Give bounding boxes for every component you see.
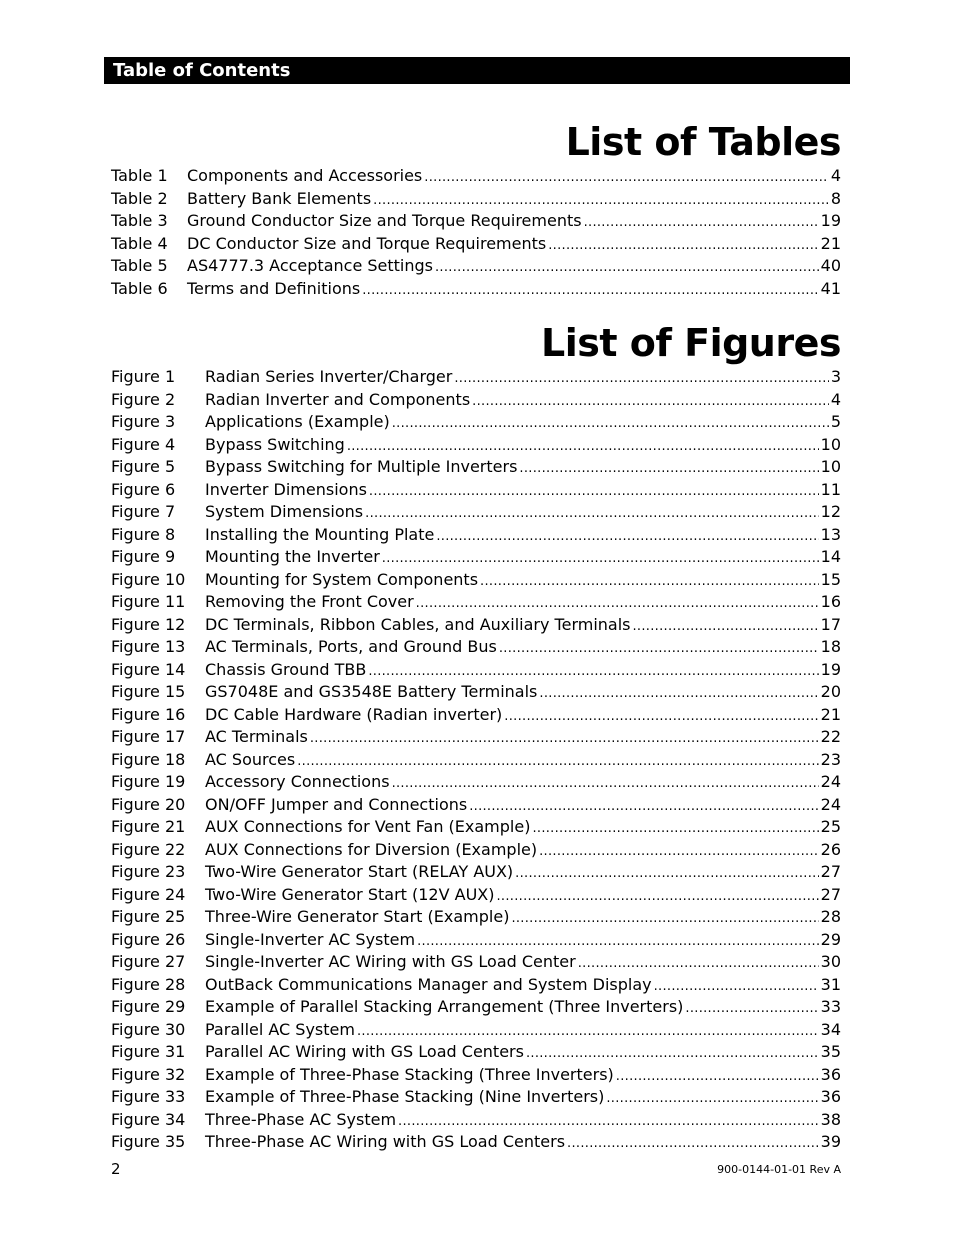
- dot-leader: [480, 574, 819, 589]
- entry-number: Figure 17: [111, 727, 186, 746]
- figure-entry-row[interactable]: [111, 750, 841, 773]
- figure-entry-row[interactable]: [111, 412, 841, 435]
- entry-page-number: 11: [820, 479, 841, 499]
- entry-title: AC Sources: [205, 749, 296, 769]
- entry-page-number: 36: [820, 1064, 841, 1084]
- entry-number: Table 2: [111, 188, 168, 208]
- entry-title: Single-Inverter AC System: [205, 929, 416, 949]
- entry-number: Figure 29: [111, 997, 186, 1016]
- entry-page-number: 35: [820, 1042, 841, 1061]
- dot-leader: [424, 170, 829, 185]
- entry-title: Ground Conductor Size and Torque Requirements: [187, 211, 582, 230]
- table-entry-row[interactable]: [111, 234, 841, 257]
- entry-number: Figure 14: [111, 659, 186, 679]
- figure-entry-row[interactable]: [111, 705, 841, 728]
- entry-page-number: 15: [820, 569, 841, 589]
- entry-page-number: 30: [820, 952, 841, 971]
- dot-leader: [539, 686, 818, 701]
- dot-leader: [469, 799, 818, 814]
- entry-number: Figure 31: [111, 1042, 186, 1061]
- entry-page-number: 4: [830, 389, 841, 409]
- entry-number: Figure 26: [111, 929, 186, 949]
- entry-page-number: 38: [820, 1109, 841, 1129]
- dot-leader: [685, 1001, 818, 1016]
- figure-entry-row[interactable]: [111, 682, 841, 705]
- dot-leader: [357, 1024, 819, 1039]
- entry-number: Figure 6: [111, 479, 176, 499]
- entry-page-number: 22: [820, 727, 841, 746]
- entry-title: Radian Series Inverter/Charger: [205, 367, 453, 386]
- entry-number: Table 4: [111, 233, 168, 253]
- entry-number: Figure 11: [111, 592, 186, 611]
- header-title: Table of Contents: [113, 60, 291, 81]
- dot-leader: [548, 238, 818, 253]
- entry-number: Figure 25: [111, 907, 186, 926]
- entry-number: Table 5: [111, 256, 168, 275]
- figure-entry-row[interactable]: [111, 1087, 841, 1110]
- entry-page-number: 29: [820, 929, 841, 949]
- dot-leader: [454, 371, 828, 386]
- list-of-tables-title: List of Tables: [565, 120, 841, 164]
- entry-page-number: 24: [820, 772, 841, 791]
- entry-number: Figure 35: [111, 1132, 186, 1151]
- figures-list: [111, 367, 841, 1155]
- entry-number: Figure 4: [111, 434, 176, 454]
- dot-leader: [539, 844, 819, 859]
- entry-page-number: 10: [820, 457, 841, 476]
- dot-leader: [310, 731, 819, 746]
- entry-number: Table 1: [111, 166, 168, 185]
- entry-page-number: 36: [820, 1087, 841, 1106]
- figure-entry-row[interactable]: [111, 615, 841, 638]
- entry-page-number: 23: [820, 749, 841, 769]
- entry-page-number: 12: [820, 502, 841, 521]
- entry-page-number: 20: [820, 682, 841, 701]
- figure-entry-row[interactable]: [111, 1065, 841, 1088]
- entry-title: Terms and Definitions: [187, 278, 361, 298]
- entry-number: Figure 9: [111, 547, 176, 566]
- figure-entry-row[interactable]: [111, 390, 841, 413]
- entry-page-number: 3: [830, 367, 841, 386]
- entry-title: Radian Inverter and Components: [205, 389, 471, 409]
- dot-leader: [392, 416, 829, 431]
- entry-number: Figure 3: [111, 412, 176, 431]
- entry-number: Figure 24: [111, 884, 186, 904]
- dot-leader: [416, 596, 819, 611]
- entry-title: OutBack Communications Manager and System Display: [205, 974, 652, 994]
- dot-leader: [633, 619, 819, 634]
- list-of-figures-title: List of Figures: [541, 321, 841, 365]
- entry-number: Figure 2: [111, 389, 176, 409]
- figure-entry-row[interactable]: [111, 1110, 841, 1133]
- dot-leader: [584, 215, 819, 230]
- figure-entry-row[interactable]: [111, 907, 841, 930]
- entry-title: Chassis Ground TBB: [205, 659, 367, 679]
- dot-leader: [398, 1114, 819, 1129]
- entry-page-number: 14: [820, 547, 841, 566]
- dot-leader: [526, 1046, 819, 1061]
- entry-page-number: 26: [820, 839, 841, 859]
- entry-page-number: 24: [820, 794, 841, 814]
- dot-leader: [435, 260, 819, 275]
- dot-leader: [515, 866, 818, 881]
- dot-leader: [606, 1091, 818, 1106]
- table-entry-row[interactable]: [111, 256, 841, 279]
- dot-leader: [382, 551, 819, 566]
- entry-title: Battery Bank Elements: [187, 188, 372, 208]
- entry-page-number: 19: [820, 659, 841, 679]
- entry-number: Figure 27: [111, 952, 186, 971]
- entry-number: Figure 13: [111, 637, 186, 656]
- dot-leader: [532, 821, 818, 836]
- entry-title: Installing the Mounting Plate: [205, 524, 435, 544]
- entry-title: Mounting for System Components: [205, 569, 479, 589]
- footer-page-number: 2: [111, 1160, 121, 1178]
- figure-entry-row[interactable]: [111, 660, 841, 683]
- entry-page-number: 19: [820, 211, 841, 230]
- entry-page-number: 25: [820, 817, 841, 836]
- entry-number: Figure 15: [111, 682, 186, 701]
- figure-entry-row[interactable]: [111, 885, 841, 908]
- figure-entry-row[interactable]: [111, 1020, 841, 1043]
- entry-number: Table 6: [111, 278, 168, 298]
- entry-number: Figure 8: [111, 524, 176, 544]
- entry-title: DC Terminals, Ribbon Cables, and Auxiliary Terminals: [205, 614, 631, 634]
- dot-leader: [578, 956, 819, 971]
- figure-entry-row[interactable]: [111, 997, 841, 1020]
- dot-leader: [417, 934, 819, 949]
- figure-entry-row[interactable]: [111, 1132, 841, 1155]
- entry-page-number: 27: [820, 884, 841, 904]
- entry-title: Removing the Front Cover: [205, 592, 414, 611]
- entry-page-number: 17: [820, 614, 841, 634]
- entry-number: Figure 5: [111, 457, 176, 476]
- dot-leader: [472, 394, 829, 409]
- dot-leader: [365, 506, 819, 521]
- entry-title: Parallel AC Wiring with GS Load Centers: [205, 1042, 524, 1061]
- dot-leader: [368, 664, 818, 679]
- entry-page-number: 34: [820, 1019, 841, 1039]
- entry-title: AS4777.3 Acceptance Settings: [187, 256, 433, 275]
- tables-list: [111, 166, 841, 301]
- entry-title: Applications (Example): [205, 412, 390, 431]
- entry-page-number: 41: [820, 278, 841, 298]
- figure-entry-row[interactable]: [111, 480, 841, 503]
- figure-entry-row[interactable]: [111, 547, 841, 570]
- entry-page-number: 5: [830, 412, 841, 431]
- dot-leader: [499, 641, 819, 656]
- entry-page-number: 4: [830, 166, 841, 185]
- entry-title: Bypass Switching for Multiple Inverters: [205, 457, 518, 476]
- entry-title: GS7048E and GS3548E Battery Terminals: [205, 682, 538, 701]
- entry-number: Table 3: [111, 211, 168, 230]
- entry-number: Figure 7: [111, 502, 176, 521]
- figure-entry-row[interactable]: [111, 727, 841, 750]
- figure-entry-row[interactable]: [111, 840, 841, 863]
- entry-title: Bypass Switching: [205, 434, 345, 454]
- figure-entry-row[interactable]: [111, 502, 841, 525]
- table-entry-row[interactable]: [111, 166, 841, 189]
- entry-title: Three-Phase AC Wiring with GS Load Centers: [205, 1132, 566, 1151]
- entry-page-number: 33: [820, 997, 841, 1016]
- entry-title: Accessory Connections: [205, 772, 390, 791]
- figure-entry-row[interactable]: [111, 592, 841, 615]
- section-header-bar: [104, 57, 850, 84]
- entry-title: Three-Wire Generator Start (Example): [205, 907, 510, 926]
- table-entry-row[interactable]: [111, 189, 841, 212]
- entry-page-number: 39: [820, 1132, 841, 1151]
- entry-title: AC Terminals, Ports, and Ground Bus: [205, 637, 497, 656]
- figure-entry-row[interactable]: [111, 525, 841, 548]
- entry-page-number: 18: [820, 637, 841, 656]
- entry-page-number: 27: [820, 862, 841, 881]
- entry-number: Figure 28: [111, 974, 186, 994]
- entry-number: Figure 1: [111, 367, 176, 386]
- entry-title: Example of Three-Phase Stacking (Nine Inverters): [205, 1087, 605, 1106]
- figure-entry-row[interactable]: [111, 570, 841, 593]
- figure-entry-row[interactable]: [111, 772, 841, 795]
- dot-leader: [504, 709, 818, 724]
- entry-number: Figure 19: [111, 772, 186, 791]
- dot-leader: [369, 484, 819, 499]
- figure-entry-row[interactable]: [111, 862, 841, 885]
- figure-entry-row[interactable]: [111, 637, 841, 660]
- dot-leader: [497, 889, 819, 904]
- entry-title: System Dimensions: [205, 502, 364, 521]
- entry-number: Figure 16: [111, 704, 186, 724]
- entry-page-number: 21: [820, 233, 841, 253]
- dot-leader: [616, 1069, 819, 1084]
- entry-title: Parallel AC System: [205, 1019, 355, 1039]
- entry-page-number: 31: [820, 974, 841, 994]
- entry-number: Figure 32: [111, 1064, 186, 1084]
- figure-entry-row[interactable]: [111, 975, 841, 998]
- entry-title: AC Terminals: [205, 727, 308, 746]
- dot-leader: [392, 776, 819, 791]
- dot-leader: [511, 911, 818, 926]
- footer-doc-id: 900-0144-01-01 Rev A: [717, 1163, 841, 1176]
- entry-page-number: 16: [820, 592, 841, 611]
- entry-title: Example of Parallel Stacking Arrangement (Three Inverters): [205, 997, 684, 1016]
- entry-page-number: 40: [820, 256, 841, 275]
- entry-title: AUX Connections for Diversion (Example): [205, 839, 538, 859]
- entry-title: Single-Inverter AC Wiring with GS Load Center: [205, 952, 576, 971]
- dot-leader: [362, 283, 818, 298]
- entry-number: Figure 21: [111, 817, 186, 836]
- entry-page-number: 28: [820, 907, 841, 926]
- entry-number: Figure 34: [111, 1109, 186, 1129]
- entry-number: Figure 30: [111, 1019, 186, 1039]
- dot-leader: [347, 439, 819, 454]
- entry-number: Figure 12: [111, 614, 186, 634]
- entry-title: Three-Phase AC System: [205, 1109, 397, 1129]
- entry-number: Figure 22: [111, 839, 186, 859]
- figure-entry-row[interactable]: [111, 817, 841, 840]
- entry-number: Figure 33: [111, 1087, 186, 1106]
- entry-title: Two-Wire Generator Start (12V AUX): [205, 884, 495, 904]
- entry-page-number: 10: [820, 434, 841, 454]
- dot-leader: [567, 1136, 819, 1151]
- dot-leader: [654, 979, 819, 994]
- entry-number: Figure 10: [111, 569, 186, 589]
- entry-page-number: 8: [830, 188, 841, 208]
- table-entry-row[interactable]: [111, 211, 841, 234]
- entry-title: Two-Wire Generator Start (RELAY AUX): [205, 862, 514, 881]
- entry-title: Example of Three-Phase Stacking (Three Inverters): [205, 1064, 614, 1084]
- figure-entry-row[interactable]: [111, 795, 841, 818]
- entry-number: Figure 23: [111, 862, 186, 881]
- table-entry-row[interactable]: [111, 279, 841, 302]
- dot-leader: [297, 754, 818, 769]
- figure-entry-row[interactable]: [111, 435, 841, 458]
- figure-entry-row[interactable]: [111, 367, 841, 390]
- entry-page-number: 13: [820, 524, 841, 544]
- figure-entry-row[interactable]: [111, 457, 841, 480]
- figure-entry-row[interactable]: [111, 930, 841, 953]
- dot-leader: [519, 461, 818, 476]
- entry-title: Components and Accessories: [187, 166, 423, 185]
- entry-page-number: 21: [820, 704, 841, 724]
- entry-number: Figure 18: [111, 749, 186, 769]
- entry-title: ON/OFF Jumper and Connections: [205, 794, 468, 814]
- figure-entry-row[interactable]: [111, 952, 841, 975]
- entry-number: Figure 20: [111, 794, 186, 814]
- entry-title: AUX Connections for Vent Fan (Example): [205, 817, 531, 836]
- dot-leader: [373, 193, 829, 208]
- entry-title: Mounting the Inverter: [205, 547, 380, 566]
- entry-title: Inverter Dimensions: [205, 479, 367, 499]
- entry-title: DC Conductor Size and Torque Requirements: [187, 233, 547, 253]
- dot-leader: [436, 529, 818, 544]
- entry-title: DC Cable Hardware (Radian inverter): [205, 704, 503, 724]
- figure-entry-row[interactable]: [111, 1042, 841, 1065]
